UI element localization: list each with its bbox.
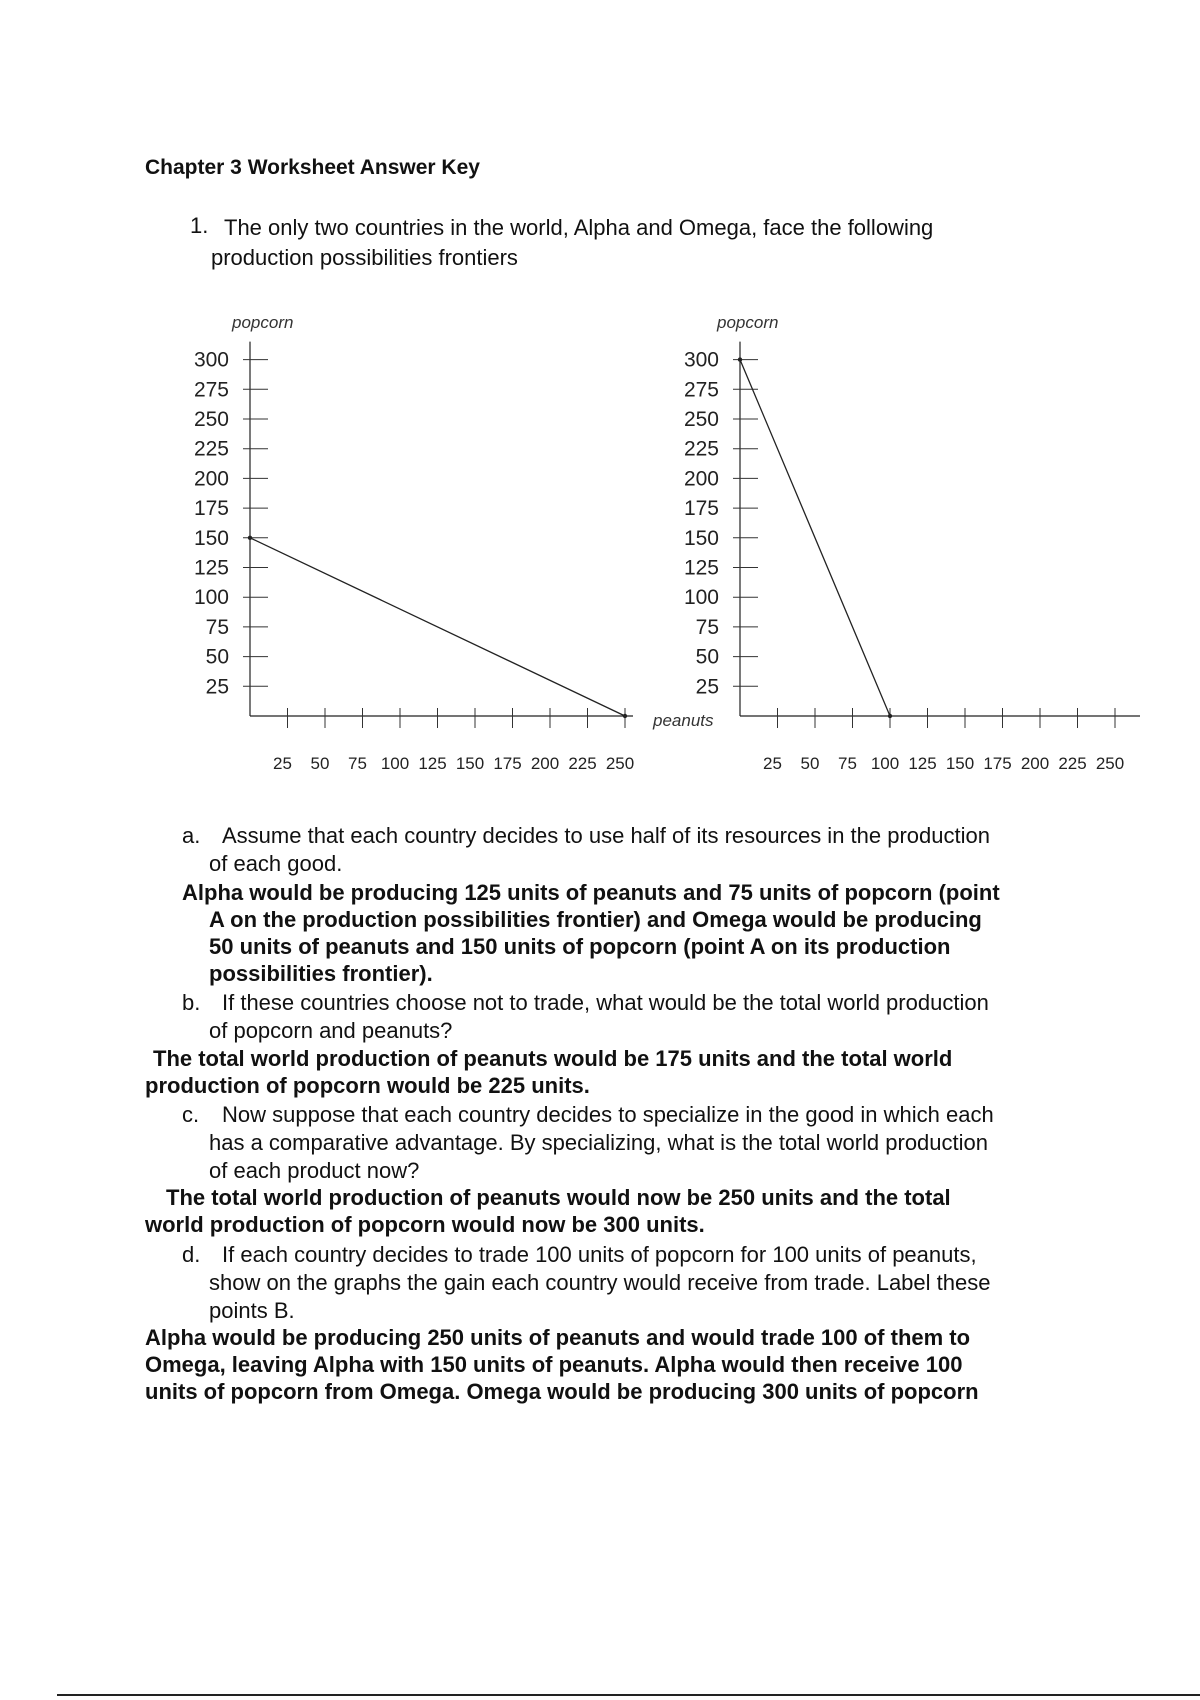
omega-y-tick-label: 150 bbox=[683, 526, 719, 550]
alpha-y-tick-label: 25 bbox=[205, 675, 229, 699]
part-d-line: points B. bbox=[209, 1298, 295, 1323]
part-d-answer-line: units of popcorn from Omega. Omega would be producing 300 units of popcorn bbox=[145, 1379, 979, 1404]
part-c-line: has a comparative advantage. By specializing, what is the total world production bbox=[209, 1130, 988, 1155]
part-a-answer-line: possibilities frontier). bbox=[209, 961, 433, 986]
part-c-line: Now suppose that each country decides to specialize in the good in which each bbox=[222, 1102, 994, 1127]
omega-y-axis-title: popcorn bbox=[717, 313, 779, 332]
alpha-y-tick-label: 250 bbox=[193, 408, 229, 431]
alpha-y-tick-label: 50 bbox=[205, 645, 229, 669]
part-c-question bbox=[182, 1101, 1082, 1185]
part-a-answer-line: Alpha would be producing 125 units of peanuts and 75 units of popcorn (point bbox=[182, 880, 1000, 905]
part-c-answer bbox=[145, 1184, 1095, 1238]
part-c-label: c. bbox=[182, 1102, 200, 1127]
alpha-y-tick-label: 175 bbox=[193, 497, 229, 521]
question-text bbox=[211, 213, 1104, 273]
omega-x-tick-label: 225 bbox=[1058, 754, 1087, 773]
part-d-answer-line: Alpha would be producing 250 units of peanuts and would trade 100 of them to bbox=[145, 1325, 971, 1350]
part-b-answer bbox=[145, 1045, 1095, 1099]
part-d-label: d. bbox=[182, 1242, 201, 1267]
part-a-answer-line: 50 units of peanuts and 150 units of popcorn (point A on its production bbox=[209, 934, 951, 959]
omega-ppf-line bbox=[740, 360, 890, 716]
alpha-x-tick-label: 225 bbox=[568, 754, 597, 773]
part-c-answer-line: world production of popcorn would now be 300 units. bbox=[145, 1212, 705, 1237]
alpha-y-tick-label: 150 bbox=[193, 526, 229, 550]
omega-ppf-endpoint bbox=[888, 714, 892, 718]
part-d-line: If each country decides to trade 100 units of popcorn for 100 units of peanuts, bbox=[222, 1242, 977, 1267]
part-a-line: Assume that each country decides to use half of its resources in the production bbox=[222, 823, 990, 848]
alpha-y-tick-label: 125 bbox=[193, 556, 229, 580]
part-d-answer-line: Omega, leaving Alpha with 150 units of peanuts. Alpha would then receive 100 bbox=[145, 1352, 963, 1377]
part-a-line: of each good. bbox=[209, 851, 343, 876]
part-d-question bbox=[182, 1241, 1082, 1325]
alpha-y-tick-label: 300 bbox=[193, 348, 229, 372]
question-number: 1. bbox=[190, 213, 209, 238]
question-line-1: The only two countries in the world, Alpha and Omega, face the following bbox=[224, 215, 934, 240]
question-line-2: production possibilities frontiers bbox=[211, 245, 518, 270]
omega-y-tick-label: 25 bbox=[695, 675, 719, 699]
alpha-x-tick-label: 50 bbox=[310, 754, 330, 773]
omega-ppf-endpoint bbox=[738, 357, 742, 361]
part-d-answer bbox=[145, 1324, 1095, 1405]
omega-x-tick-label: 75 bbox=[838, 754, 857, 773]
alpha-x-tick-label: 250 bbox=[605, 754, 635, 773]
part-a-answer-line: A on the production possibilities frontier) and Omega would be producing bbox=[209, 907, 982, 932]
part-b-label: b. bbox=[182, 990, 201, 1015]
omega-y-tick-label: 75 bbox=[695, 615, 719, 639]
alpha-x-tick-label: 25 bbox=[273, 754, 292, 773]
omega-y-tick-label: 100 bbox=[683, 586, 719, 610]
omega-x-tick-label: 250 bbox=[1095, 754, 1125, 773]
alpha-y-tick-label: 75 bbox=[205, 615, 229, 639]
omega-y-tick-label: 225 bbox=[683, 437, 719, 461]
omega-y-tick-label: 175 bbox=[683, 497, 719, 521]
alpha-x-tick-label: 75 bbox=[348, 754, 367, 773]
alpha-x-axis-title: peanuts bbox=[653, 711, 714, 730]
alpha-y-tick-label: 275 bbox=[193, 378, 229, 402]
omega-y-tick-label: 50 bbox=[695, 645, 719, 669]
part-d-line: show on the graphs the gain each country would receive from trade. Label these bbox=[209, 1270, 991, 1295]
alpha-ppf-endpoint bbox=[623, 714, 627, 718]
part-b-answer-line: The total world production of peanuts would be 175 units and the total world bbox=[153, 1046, 953, 1071]
alpha-x-tick-label: 125 bbox=[418, 754, 447, 773]
alpha-y-axis-title: popcorn bbox=[232, 313, 294, 332]
alpha-x-tick-label: 200 bbox=[530, 754, 560, 773]
alpha-x-tick-label: 150 bbox=[455, 754, 485, 773]
omega-y-tick-label: 200 bbox=[683, 467, 719, 491]
omega-y-tick-label: 125 bbox=[683, 556, 719, 580]
document-title: Chapter 3 Worksheet Answer Key bbox=[145, 156, 480, 179]
page-bottom-rule bbox=[57, 1694, 1200, 1696]
omega-x-tick-label: 25 bbox=[763, 754, 782, 773]
part-b-line: of popcorn and peanuts? bbox=[209, 1018, 453, 1043]
omega-y-tick-label: 250 bbox=[683, 408, 719, 431]
alpha-y-tick-label: 225 bbox=[193, 437, 229, 461]
omega-x-tick-label: 50 bbox=[800, 754, 820, 773]
part-b-answer-line: production of popcorn would be 225 units. bbox=[145, 1073, 590, 1098]
part-a-answer bbox=[182, 879, 1102, 987]
omega-x-tick-label: 125 bbox=[908, 754, 937, 773]
omega-x-tick-label: 200 bbox=[1020, 754, 1050, 773]
part-c-line: of each product now? bbox=[209, 1158, 420, 1183]
part-c-answer-line: The total world production of peanuts would now be 250 units and the total bbox=[166, 1185, 951, 1210]
omega-x-tick-label: 175 bbox=[983, 754, 1012, 773]
omega-ppf-chart bbox=[675, 310, 1135, 790]
alpha-x-tick-label: 100 bbox=[380, 754, 410, 773]
part-a-label: a. bbox=[182, 823, 201, 848]
part-a-question bbox=[182, 822, 1082, 878]
alpha-y-tick-label: 100 bbox=[193, 586, 229, 610]
part-b-question bbox=[182, 989, 1082, 1045]
alpha-ppf-line bbox=[250, 538, 625, 716]
omega-y-tick-label: 300 bbox=[683, 348, 719, 372]
alpha-ppf-chart bbox=[180, 310, 714, 790]
part-b-line: If these countries choose not to trade, what would be the total world production bbox=[222, 990, 989, 1015]
alpha-ppf-endpoint bbox=[248, 536, 252, 540]
omega-x-tick-label: 150 bbox=[945, 754, 975, 773]
alpha-x-tick-label: 175 bbox=[493, 754, 522, 773]
alpha-y-tick-label: 200 bbox=[193, 467, 229, 491]
omega-y-tick-label: 275 bbox=[683, 378, 719, 402]
omega-x-tick-label: 100 bbox=[870, 754, 900, 773]
